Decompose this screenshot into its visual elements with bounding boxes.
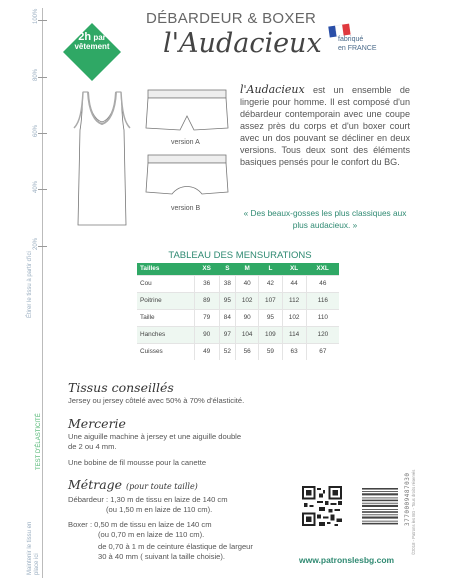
garment-illustrations	[62, 80, 242, 230]
table-cell: 59	[259, 343, 282, 360]
ruler-tick	[38, 189, 47, 190]
ruler-instruction-bottom: Maintenir le tissu en place ici	[27, 521, 40, 575]
table-cell: 90	[194, 326, 219, 343]
tank-top-drawing	[74, 92, 130, 225]
barcode-number: 3770009487030	[404, 472, 411, 526]
page-title-line2: l'Audacieux	[163, 28, 322, 59]
table-cell: 52	[219, 343, 235, 360]
table-cell: 42	[259, 275, 282, 292]
ruler-mark-40: 40%	[33, 180, 39, 193]
table-cell: 107	[259, 292, 282, 309]
badge-vetement: vêtement	[74, 42, 110, 51]
table-row	[137, 309, 339, 326]
table-cell: 97	[219, 326, 235, 343]
badge-par: par	[93, 33, 106, 42]
metrage-title-note: (pour toute taille)	[126, 482, 198, 491]
table-cell: 79	[194, 309, 219, 326]
mercerie-title: Mercerie	[68, 416, 126, 431]
table-row	[137, 292, 339, 309]
metrage-title-main: Métrage	[68, 477, 123, 492]
size-table-header	[137, 263, 339, 275]
header-cell: M	[236, 263, 259, 275]
table-cell: 56	[236, 343, 259, 360]
page-title-line1: DÉBARDEUR & BOXER	[146, 10, 317, 27]
ruler-line	[42, 8, 43, 578]
table-cell: 112	[282, 292, 306, 309]
metrage-debardeur-line2: (ou 1,50 m en laize de 110 cm).	[106, 505, 213, 514]
ruler-mark-100: 100%	[33, 8, 39, 24]
mercerie-line1: Une aiguille machine à jersey et une aiguille double	[68, 432, 242, 441]
table-cell: 67	[306, 343, 339, 360]
time-badge-diamond	[62, 22, 122, 82]
header-cell: S	[219, 263, 235, 275]
table-cell: 120	[306, 326, 339, 343]
website-link[interactable]: www.patronslesbg.com	[299, 555, 395, 565]
table-cell: 84	[219, 309, 235, 326]
table-cell: 49	[194, 343, 219, 360]
header-cell: XL	[282, 263, 306, 275]
size-table	[137, 263, 339, 360]
tagline-quote: « Des beaux-gosses les plus classiques aux plus audacieux. »	[243, 208, 407, 230]
table-cell: 95	[259, 309, 282, 326]
ruler-instruction-top: Étirer le tissu à partir d'ici	[27, 251, 33, 318]
size-table-title: TABLEAU DES MENSURATIONS	[168, 250, 312, 261]
metrage-boxer-line2: (ou 0,70 m en laize de 110 cm).	[98, 530, 205, 539]
time-badge-text	[62, 33, 122, 51]
description-brand: l'Audacieux	[240, 83, 305, 96]
table-cell: 116	[306, 292, 339, 309]
mercerie-line2: de 2 ou 4 mm.	[68, 442, 117, 451]
metrage-boxer-line4: 30 à 40 mm ( suivant la taille choisie).	[98, 552, 226, 561]
boxer-version-b-drawing	[146, 155, 228, 194]
tissus-title: Tissus conseillés	[68, 380, 174, 395]
ruler-tick	[38, 246, 47, 247]
ruler-mark-20: 20%	[33, 237, 39, 250]
table-cell: 63	[282, 343, 306, 360]
table-cell: 110	[306, 309, 339, 326]
table-cell: Poitrine	[137, 292, 194, 309]
metrage-boxer-line3: de 0,70 à 1 m de ceinture élastique de largeur	[98, 542, 253, 551]
badge-hours: 2h	[78, 31, 92, 43]
table-cell: 46	[306, 275, 339, 292]
qr-code-icon	[302, 486, 342, 526]
table-cell: 89	[194, 292, 219, 309]
table-cell: Cuisses	[137, 343, 194, 360]
metrage-title	[68, 477, 198, 492]
table-cell: Taille	[137, 309, 194, 326]
table-cell: 95	[219, 292, 235, 309]
table-row	[137, 275, 339, 292]
metrage-debardeur-line1: Débardeur : 1,30 m de tissu en laize de 140 cm	[68, 495, 228, 504]
version-b-label: version B	[171, 205, 201, 212]
ruler-tick	[38, 20, 47, 21]
ruler-tick	[38, 133, 47, 134]
header-cell: XXL	[306, 263, 339, 275]
tissus-text: Jersey ou jersey côtelé avec 50% à 70% d'élasticité.	[68, 396, 245, 405]
ruler-mark-80: 80%	[33, 68, 39, 81]
table-cell: 104	[236, 326, 259, 343]
mercerie-line3: Une bobine de fil mousse pour la canette	[68, 458, 207, 467]
boxer-version-a-drawing	[146, 90, 228, 130]
stretch-test-ruler	[0, 0, 62, 584]
made-in-line1: fabriqué	[338, 36, 364, 43]
header-cell: XS	[194, 263, 219, 275]
version-a-label: version A	[171, 139, 200, 146]
table-cell: 90	[236, 309, 259, 326]
table-cell: 102	[282, 309, 306, 326]
copyright-text: ©2018 - Patrons les BG - Tous droits réservés	[411, 469, 416, 555]
header-cell: Tailles	[137, 263, 194, 275]
ruler-test-label: TEST D'ÉLASTICITÉ	[36, 413, 42, 470]
table-row	[137, 343, 339, 360]
header-cell: L	[259, 263, 282, 275]
barcode-icon	[362, 488, 398, 526]
table-cell: 102	[236, 292, 259, 309]
product-description	[240, 84, 410, 168]
description-text: est un ensemble de lingerie pour homme. Il est composé d'un débardeur contemporain avec une coupe assez près du corps et d'un boxer court avec un dos pouvant se décliner en deux versions. Tous deux sont des éléments basiques pensés pour le confort du BG.	[240, 85, 410, 167]
table-row	[137, 326, 339, 343]
table-cell: Cou	[137, 275, 194, 292]
made-in-line2: en FRANCE	[338, 45, 377, 52]
table-cell: 38	[219, 275, 235, 292]
table-cell: 109	[259, 326, 282, 343]
table-cell: 114	[282, 326, 306, 343]
table-cell: 40	[236, 275, 259, 292]
metrage-boxer-line1: Boxer : 0,50 m de tissu en laize de 140 cm	[68, 520, 212, 529]
table-cell: Hanches	[137, 326, 194, 343]
ruler-tick	[38, 77, 47, 78]
made-in-france	[338, 35, 377, 53]
ruler-mark-60: 60%	[33, 124, 39, 137]
table-cell: 36	[194, 275, 219, 292]
table-cell: 44	[282, 275, 306, 292]
